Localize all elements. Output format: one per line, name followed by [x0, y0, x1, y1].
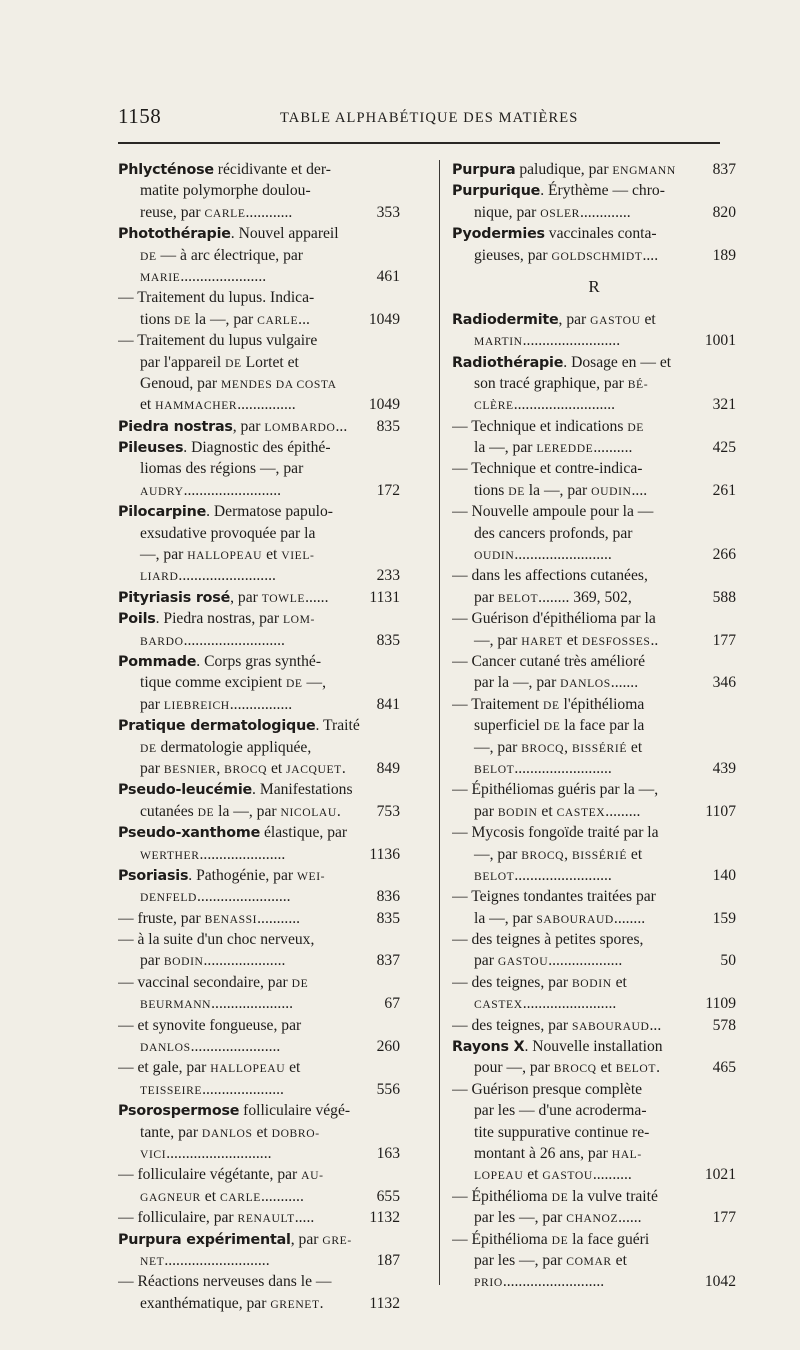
index-line: [452, 1143, 736, 1164]
entry-text: Pyodermies vaccinales conta-: [452, 225, 657, 243]
entry-text: cutanées DE la —, par NICOLAU.: [140, 802, 341, 820]
entry-text: gieuses, par GOLDSCHMIDT....: [474, 246, 659, 264]
entry-text: — à la suite d'un choc nerveux,: [118, 931, 315, 949]
index-line: [452, 223, 736, 244]
page-ref: 353: [376, 203, 400, 221]
page-ref: 67: [384, 995, 400, 1013]
index-line: [452, 501, 736, 522]
entry-text: PRIO..........................: [474, 1273, 605, 1291]
index-line: [452, 1057, 736, 1078]
page-ref: 233: [376, 567, 400, 585]
entry-text: BEURMANN.....................: [140, 995, 294, 1013]
entry-text: — Traitement DE l'épithélioma: [452, 695, 645, 713]
page-ref: 425: [712, 439, 736, 457]
entry-text: Radiothérapie. Dosage en — et: [452, 353, 672, 371]
page-ref: 1109: [705, 995, 736, 1013]
entry-text: par les — d'une acroderma-: [474, 1102, 647, 1120]
right-column: [452, 159, 736, 1293]
page-ref: 578: [712, 1016, 736, 1034]
index-line: [452, 352, 736, 373]
index-line: [118, 822, 400, 843]
page-ref: 261: [712, 481, 736, 499]
entry-text: — et gale, par HALLOPEAU et: [118, 1059, 301, 1077]
index-line: [118, 437, 400, 458]
entry-text: Genoud, par MENDES DA COSTA: [140, 374, 337, 392]
entry-text: Pommade. Corps gras synthé-: [118, 652, 322, 670]
page-ref: 841: [376, 695, 400, 713]
index-line: [118, 245, 400, 266]
entry-text: LIARD.........................: [140, 567, 276, 585]
entry-text: Pseudo-xanthome élastique, par: [118, 824, 348, 842]
page-ref: 50: [720, 952, 736, 970]
index-line: [452, 950, 736, 971]
entry-text: BELOT.........................: [474, 866, 612, 884]
page-ref: 1049: [368, 310, 400, 328]
entry-text: — des teignes, par SABOURAUD...: [452, 1016, 662, 1034]
entry-text: VICI...........................: [140, 1144, 272, 1162]
index-line: [452, 1079, 736, 1100]
entry-text: la —, par LEREDDE..........: [474, 439, 633, 457]
index-line: [118, 480, 400, 501]
page-ref: 753: [376, 802, 400, 820]
entry-text: GAGNEUR et CARLE...........: [140, 1187, 304, 1205]
index-line: [452, 1207, 736, 1228]
page-ref: 1131: [369, 588, 400, 606]
entry-text: Photothérapie. Nouvel appareil: [118, 225, 339, 243]
entry-text: OUDIN.........................: [474, 546, 612, 564]
page-ref: 172: [376, 481, 400, 499]
left-column: [118, 159, 400, 1314]
index-line: [452, 886, 736, 907]
index-line: [452, 630, 736, 651]
page-ref: 465: [712, 1059, 736, 1077]
entry-text: — des teignes, par BODIN et: [452, 973, 627, 991]
index-line: [452, 822, 736, 843]
index-line: [118, 373, 400, 394]
entry-text: par BODIN.....................: [140, 952, 286, 970]
entry-text: — Traitement du lupus vulgaire: [118, 332, 318, 350]
index-line: [452, 672, 736, 693]
entry-text: par BESNIER, BROCQ et JACQUET.: [140, 759, 346, 777]
index-line: [452, 523, 736, 544]
index-line: [118, 886, 400, 907]
entry-text: —, par HARET et DESFOSSES..: [474, 631, 659, 649]
index-line: [452, 1229, 736, 1250]
index-line: [452, 865, 736, 886]
index-line: [118, 1015, 400, 1036]
entry-text: — Réactions nerveuses dans le —: [118, 1273, 332, 1291]
index-line: [118, 758, 400, 779]
index-line: [452, 394, 736, 415]
entry-text: — vaccinal secondaire, par DE: [118, 973, 309, 991]
index-line: [452, 801, 736, 822]
entry-text: Poils. Piedra nostras, par LOM-: [118, 610, 315, 628]
entry-text: reuse, par CARLE............: [140, 203, 293, 221]
entry-text: DENFELD........................: [140, 888, 291, 906]
entry-text: — dans les affections cutanées,: [452, 567, 648, 585]
index-line: [118, 394, 400, 415]
index-line: [118, 587, 400, 608]
entry-text: DE dermatologie appliquée,: [140, 738, 312, 756]
index-line: [118, 1036, 400, 1057]
entry-text: pour —, par BROCQ et BELOT.: [474, 1059, 660, 1077]
page-ref: 1001: [704, 332, 736, 350]
page-ref: 820: [712, 203, 736, 221]
page-ref: 346: [712, 674, 736, 692]
page-ref: 588: [712, 588, 736, 606]
index-line: [452, 993, 736, 1014]
entry-text: — folliculaire, par RENAULT.....: [118, 1209, 315, 1227]
index-line: [118, 352, 400, 373]
entry-text: — folliculaire végétante, par AU-: [118, 1166, 324, 1184]
index-line: [452, 1100, 736, 1121]
entry-text: MARIE......................: [140, 267, 267, 285]
index-line: [452, 1164, 736, 1185]
index-line: [452, 972, 736, 993]
entry-text: exanthématique, par GRENET.: [140, 1294, 324, 1312]
entry-text: Psoriasis. Pathogénie, par WEI-: [118, 866, 326, 884]
index-line: [118, 779, 400, 800]
entry-text: Piedra nostras, par LOMBARDO...: [118, 417, 348, 435]
entry-text: — Technique et indications DE: [452, 417, 644, 435]
index-line: [118, 159, 400, 180]
entry-text: Purpurique. Érythème — chro-: [452, 182, 665, 200]
entry-text: BARDO..........................: [140, 631, 285, 649]
entry-text: exsudative provoquée par la: [140, 524, 316, 542]
entry-text: superficiel DE la face par la: [474, 717, 645, 735]
page-ref: 1132: [369, 1294, 400, 1312]
page-ref: 140: [712, 866, 736, 884]
index-line: [118, 844, 400, 865]
index-line: [118, 1079, 400, 1100]
index-line: [452, 737, 736, 758]
index-line: [452, 416, 736, 437]
page-ref: 835: [376, 631, 400, 649]
page-ref: 556: [376, 1080, 400, 1098]
entry-text: par l'appareil DE Lortet et: [140, 353, 299, 371]
index-line: [118, 287, 400, 308]
page-ref: 837: [376, 952, 400, 970]
entry-text: tions DE la —, par OUDIN....: [474, 481, 648, 499]
page-ref: 835: [376, 417, 400, 435]
entry-text: tite suppurative continue re-: [474, 1123, 650, 1141]
entry-text: LOPEAU et GASTOU..........: [474, 1166, 632, 1184]
index-line: [118, 908, 400, 929]
entry-text: par BODIN et CASTEX.........: [474, 802, 641, 820]
index-line: [118, 180, 400, 201]
index-line: [118, 309, 400, 330]
entry-text: Pseudo-leucémie. Manifestations: [118, 781, 353, 799]
index-line: [118, 458, 400, 479]
entry-text: — Épithéliomas guéris par la —,: [452, 781, 659, 799]
entry-text: — Technique et contre-indica-: [452, 460, 643, 478]
index-line: [118, 266, 400, 287]
page-ref: 159: [712, 909, 736, 927]
entry-text: par la —, par DANLOS.......: [474, 674, 639, 692]
index-line: [452, 180, 736, 201]
entry-text: liomas des régions —, par: [140, 460, 304, 478]
entry-text: TEISSEIRE.....................: [140, 1080, 284, 1098]
entry-text: — Guérison presque complète: [452, 1080, 643, 1098]
index-line: [118, 972, 400, 993]
entry-text: BELOT.........................: [474, 759, 612, 777]
index-line: [118, 1164, 400, 1185]
entry-text: —, par BROCQ, BISSÉRIÉ et: [474, 738, 643, 756]
index-line: [452, 779, 736, 800]
index-line: [118, 416, 400, 437]
index-line: [118, 1122, 400, 1143]
page-ref: 835: [376, 909, 400, 927]
running-title: TABLE ALPHABÉTIQUE DES MATIÈRES: [280, 110, 579, 126]
index-line: [118, 865, 400, 886]
index-line: [452, 608, 736, 629]
page-ref: 177: [712, 631, 736, 649]
entry-text: — des teignes à petites spores,: [452, 931, 644, 949]
index-line: [452, 844, 736, 865]
page-ref: 189: [712, 246, 736, 264]
page-ref: 163: [376, 1144, 400, 1162]
index-line: [452, 565, 736, 586]
page-ref: 177: [712, 1209, 736, 1227]
entry-text: Radiodermite, par GASTOU et: [452, 310, 656, 328]
index-line: [118, 1186, 400, 1207]
index-line: [452, 587, 736, 608]
entry-text: AUDRY.........................: [140, 481, 282, 499]
page-ref: 461: [376, 267, 400, 285]
index-line: [118, 544, 400, 565]
index-line: [452, 480, 736, 501]
index-line: [118, 565, 400, 586]
index-line: [118, 715, 400, 736]
entry-text: MARTIN.........................: [474, 332, 621, 350]
index-line: [118, 330, 400, 351]
entry-text: — et synovite fongueuse, par: [118, 1016, 302, 1034]
entry-text: la —, par SABOURAUD........: [474, 909, 646, 927]
index-line: [452, 908, 736, 929]
page-ref: 837: [712, 161, 736, 178]
entry-text: Pilocarpine. Dermatose papulo-: [118, 503, 333, 521]
index-line: [452, 1250, 736, 1271]
index-line: [452, 159, 736, 180]
page-ref: 1021: [704, 1166, 736, 1184]
entry-text: CLÈRE..........................: [474, 396, 616, 414]
index-line: [118, 1293, 400, 1314]
index-line: [452, 202, 736, 223]
entry-text: — Traitement du lupus. Indica-: [118, 289, 315, 307]
section-letter: R: [588, 276, 600, 296]
page-ref: 321: [712, 396, 736, 414]
entry-text: par BELOT........ 369, 502,: [474, 588, 632, 606]
entry-text: WERTHER......................: [140, 845, 286, 863]
index-line: [452, 330, 736, 351]
index-line: [452, 309, 736, 330]
entry-text: DE — à arc électrique, par: [140, 246, 303, 264]
index-line: [452, 245, 736, 266]
entry-text: tante, par DANLOS et DOBRO-: [140, 1123, 320, 1141]
entry-text: tions DE la —, par CARLE...: [140, 310, 310, 328]
entry-text: — fruste, par BENASSI...........: [118, 909, 301, 927]
index-line: [452, 373, 736, 394]
index-line: [452, 715, 736, 736]
index-line: [452, 544, 736, 565]
page-ref: 1136: [369, 845, 400, 863]
index-line: [452, 437, 736, 458]
index-line: [118, 1229, 400, 1250]
page-ref: 1107: [705, 802, 736, 820]
page-ref: 260: [376, 1038, 400, 1056]
index-line: [452, 1271, 736, 1292]
entry-text: Phlycténose récidivante et der-: [118, 161, 331, 178]
entry-text: Rayons X. Nouvelle installation: [452, 1038, 663, 1056]
entry-text: nique, par OSLER.............: [474, 203, 631, 221]
index-line: [118, 223, 400, 244]
page-ref: 266: [712, 546, 736, 564]
entry-text: des cancers profonds, par: [474, 524, 633, 542]
index-line: [452, 651, 736, 672]
entry-text: — Nouvelle ampoule pour la —: [452, 503, 654, 521]
index-line: [118, 993, 400, 1014]
header-rule: [118, 142, 720, 144]
entry-text: — Épithélioma DE la vulve traité: [452, 1187, 658, 1205]
page-ref: 1049: [368, 396, 400, 414]
entry-text: matite polymorphe doulou-: [140, 182, 311, 200]
page-ref: 1132: [369, 1209, 400, 1227]
entry-text: — Cancer cutané très amélioré: [452, 653, 646, 670]
column-divider: [439, 160, 440, 1285]
index-line: [118, 651, 400, 672]
entry-text: par les —, par COMAR et: [474, 1251, 627, 1269]
entry-text: par LIEBREICH................: [140, 695, 293, 713]
index-line: [118, 630, 400, 651]
index-line: [118, 1143, 400, 1164]
index-line: [118, 1057, 400, 1078]
index-line: [118, 608, 400, 629]
entry-text: —, par HALLOPEAU et VIEL-: [140, 546, 315, 564]
page-ref: 1042: [704, 1273, 736, 1291]
index-line: [118, 694, 400, 715]
entry-text: — Teignes tondantes traitées par: [452, 888, 656, 906]
entry-text: CASTEX........................: [474, 995, 617, 1013]
index-line: [118, 1207, 400, 1228]
index-line: [118, 501, 400, 522]
index-line: [452, 458, 736, 479]
entry-text: montant à 26 ans, par HAL-: [474, 1144, 642, 1162]
index-line: [118, 1271, 400, 1292]
entry-text: par GASTOU...................: [474, 952, 623, 970]
index-line: [118, 801, 400, 822]
entry-text: son tracé graphique, par BÉ-: [474, 374, 649, 392]
index-line: [452, 1015, 736, 1036]
entry-text: Psorospermose folliculaire végé-: [118, 1102, 351, 1120]
page-ref: 836: [376, 888, 400, 906]
entry-text: Pratique dermatologique. Traité: [118, 717, 360, 735]
index-line: [452, 1186, 736, 1207]
page-ref: 439: [712, 759, 736, 777]
entry-text: Pityriasis rosé, par TOWLE......: [118, 588, 329, 606]
entry-text: DANLOS.......................: [140, 1038, 281, 1056]
entry-text: tique comme excipient DE —,: [140, 674, 326, 692]
index-line: [452, 929, 736, 950]
index-line: [452, 1036, 736, 1057]
entry-text: et HAMMACHER...............: [140, 396, 296, 414]
page-ref: 849: [376, 759, 400, 777]
page-ref: 187: [376, 1251, 400, 1269]
entry-text: Purpura expérimental, par GRE-: [118, 1230, 352, 1248]
index-line: [452, 758, 736, 779]
index-line: [118, 202, 400, 223]
index-line: [118, 950, 400, 971]
index-line: [118, 1250, 400, 1271]
entry-text: —, par BROCQ, BISSÉRIÉ et: [474, 845, 643, 863]
entry-text: NET...........................: [140, 1251, 270, 1269]
entry-text: par les —, par CHANOZ......: [474, 1209, 642, 1227]
index-line: [118, 672, 400, 693]
index-line: [118, 523, 400, 544]
index-line: [118, 1100, 400, 1121]
entry-text: Purpura paludique, par ENGMANN: [452, 161, 676, 178]
entry-text: Pileuses. Diagnostic des épithé-: [118, 439, 331, 457]
page-number: 1158: [118, 104, 162, 128]
index-line: [118, 929, 400, 950]
index-line: [452, 1122, 736, 1143]
page-header: [118, 104, 718, 134]
index-line: [452, 694, 736, 715]
entry-text: — Mycosis fongoïde traité par la: [452, 824, 659, 842]
page-ref: 655: [376, 1187, 400, 1205]
index-line: [118, 737, 400, 758]
entry-text: — Guérison d'épithélioma par la: [452, 610, 656, 628]
entry-text: — Épithélioma DE la face guéri: [452, 1230, 650, 1248]
